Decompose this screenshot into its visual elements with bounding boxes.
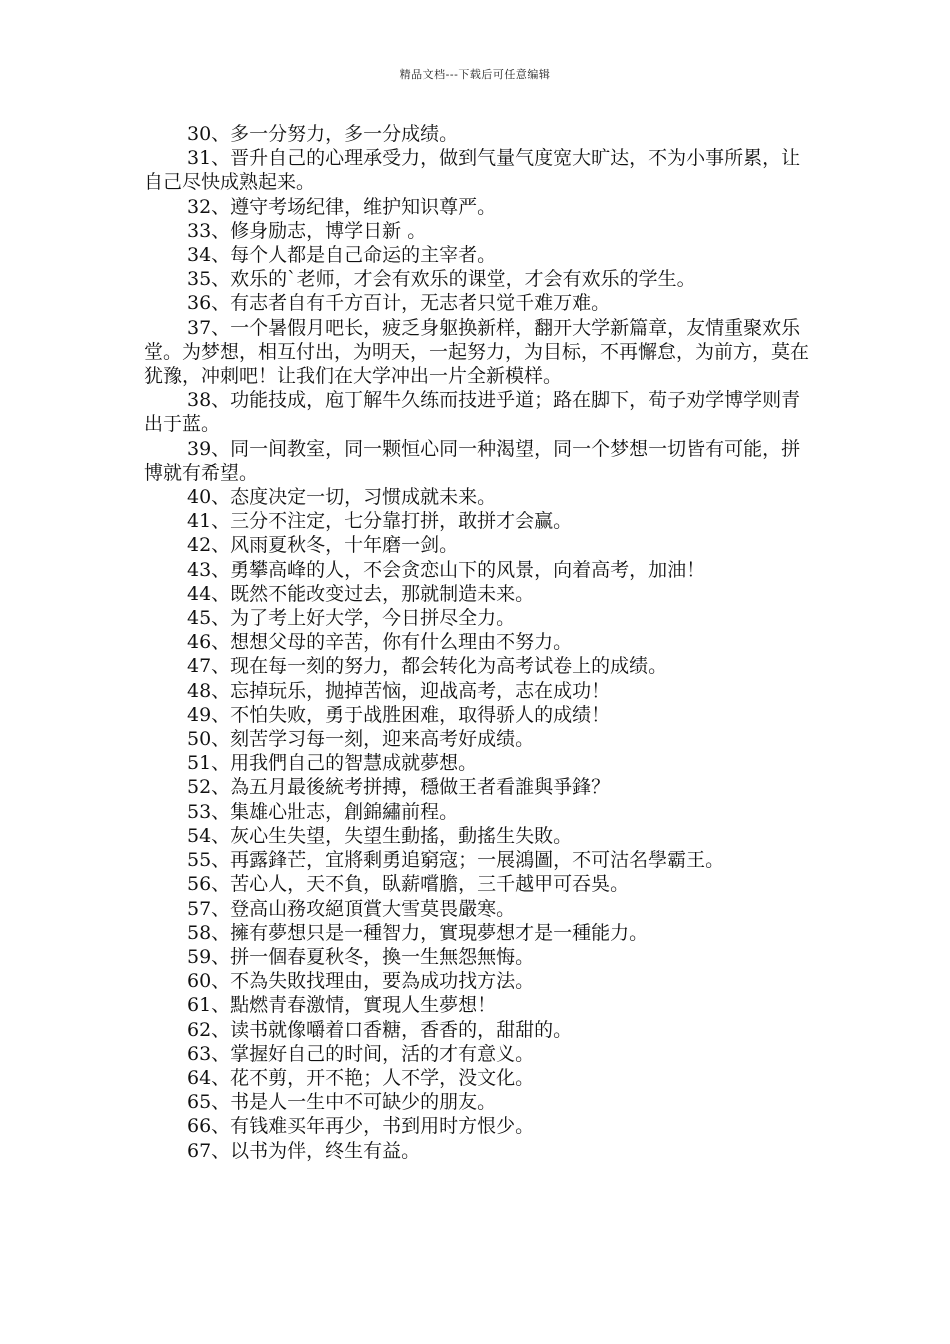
list-item: 34、每个人都是自己命运的主宰者。 [187,244,497,267]
list-item: 38、功能技成，庖丁解牛久练而技进乎道；路在脚下，荀子劝学博学则青出于蓝。 [144,389,801,436]
list-item: 32、遵守考场纪律，维护知识尊严。 [187,195,497,218]
list-item: 66、有钱难买年再少，书到用时方恨少。 [187,1115,535,1138]
list-item: 40、态度决定一切，习惯成就未来。 [187,486,497,509]
list-item: 37、一个暑假月吧长，疲乏身躯换新样，翻开大学新篇章，友情重聚欢乐堂。为梦想，相互付出，为明天，一起努力，为目标，不再懈怠，为前方，莫在犹豫，冲刺吧！让我们在大学冲出一片全新模样。 [144,316,810,388]
list-item: 60、不為失敗找理由，要為成功找方法。 [187,970,535,993]
list-item: 56、苦心人，天不負，臥薪嚐膽，三千越甲可吞吳。 [187,873,630,896]
list-item: 35、欢乐的`老师，才会有欢乐的课堂，才会有欢乐的学生。 [187,268,696,291]
list-item: 42、风雨夏秋冬，十年磨一剑。 [187,534,459,557]
list-item: 55、再露鋒芒，宜將剩勇追窮寇；一展鴻圖，不可沽名學霸王。 [187,849,725,872]
list-item: 63、掌握好自己的时间，活的才有意义。 [187,1042,535,1065]
list-item: 36、有志者自有千方百计，无志者只觉千难万难。 [187,292,611,315]
list-item: 59、拼一個春夏秋冬，換一生無怨無悔。 [187,945,535,968]
list-item: 61、點燃青春激情，實現人生夢想！ [187,994,497,1017]
document-body [144,122,810,1163]
list-item: 46、想想父母的辛苦，你有什么理由不努力。 [187,631,573,654]
list-item: 43、勇攀高峰的人，不会贪恋山下的风景，向着高考，加油！ [187,558,706,581]
list-item: 39、同一间教室，同一颗恒心同一种渴望，同一个梦想一切皆有可能，拼博就有希望。 [144,437,801,484]
list-item: 31、晋升自己的心理承受力，做到气量气度宽大旷达，不为小事所累，让自己尽快成熟起来。 [144,147,801,194]
list-item: 48、忘掉玩乐，抛掉苦恼，迎战高考，志在成功！ [187,679,611,702]
list-item: 62、读书就像嚼着口香糖，香香的，甜甜的。 [187,1018,573,1041]
list-item: 51、用我們自己的智慧成就夢想。 [187,752,478,775]
list-item: 50、刻苦学习每一刻，迎来高考好成绩。 [187,728,535,751]
list-item: 58、擁有夢想只是一種智力，實現夢想才是一種能力。 [187,921,649,944]
list-item: 64、花不剪，开不艳；人不学，没文化。 [187,1066,535,1089]
list-item: 52、為五月最後統考拼搏，穩做王者看誰與爭鋒？ [187,776,611,799]
list-item: 44、既然不能改变过去，那就制造未来。 [187,582,535,605]
list-item: 41、三分不注定，七分靠打拼，敢拼才会赢。 [187,510,573,533]
list-item: 57、登高山務攻絕頂賞大雪莫畏嚴寒。 [187,897,516,920]
list-item: 54、灰心生失望，失望生動搖，動搖生失敗。 [187,824,573,847]
list-item: 67、以书为伴，终生有益。 [187,1139,421,1162]
list-item: 49、不怕失败，勇于战胜困难，取得骄人的成绩！ [187,703,611,726]
list-item: 45、为了考上好大学，今日拼尽全力。 [187,607,516,630]
list-item: 30、多一分努力，多一分成绩。 [187,123,459,145]
list-item: 65、书是人一生中不可缺少的朋友。 [187,1091,497,1114]
list-item: 47、现在每一刻的努力，都会转化为高考试卷上的成绩。 [187,655,668,678]
page-header: 精品文档---下载后可任意编辑 [399,68,551,81]
list-item: 53、集雄心壯志，創錦繡前程。 [187,800,459,823]
list-item: 33、修身励志，博学日新 。 [187,219,427,242]
